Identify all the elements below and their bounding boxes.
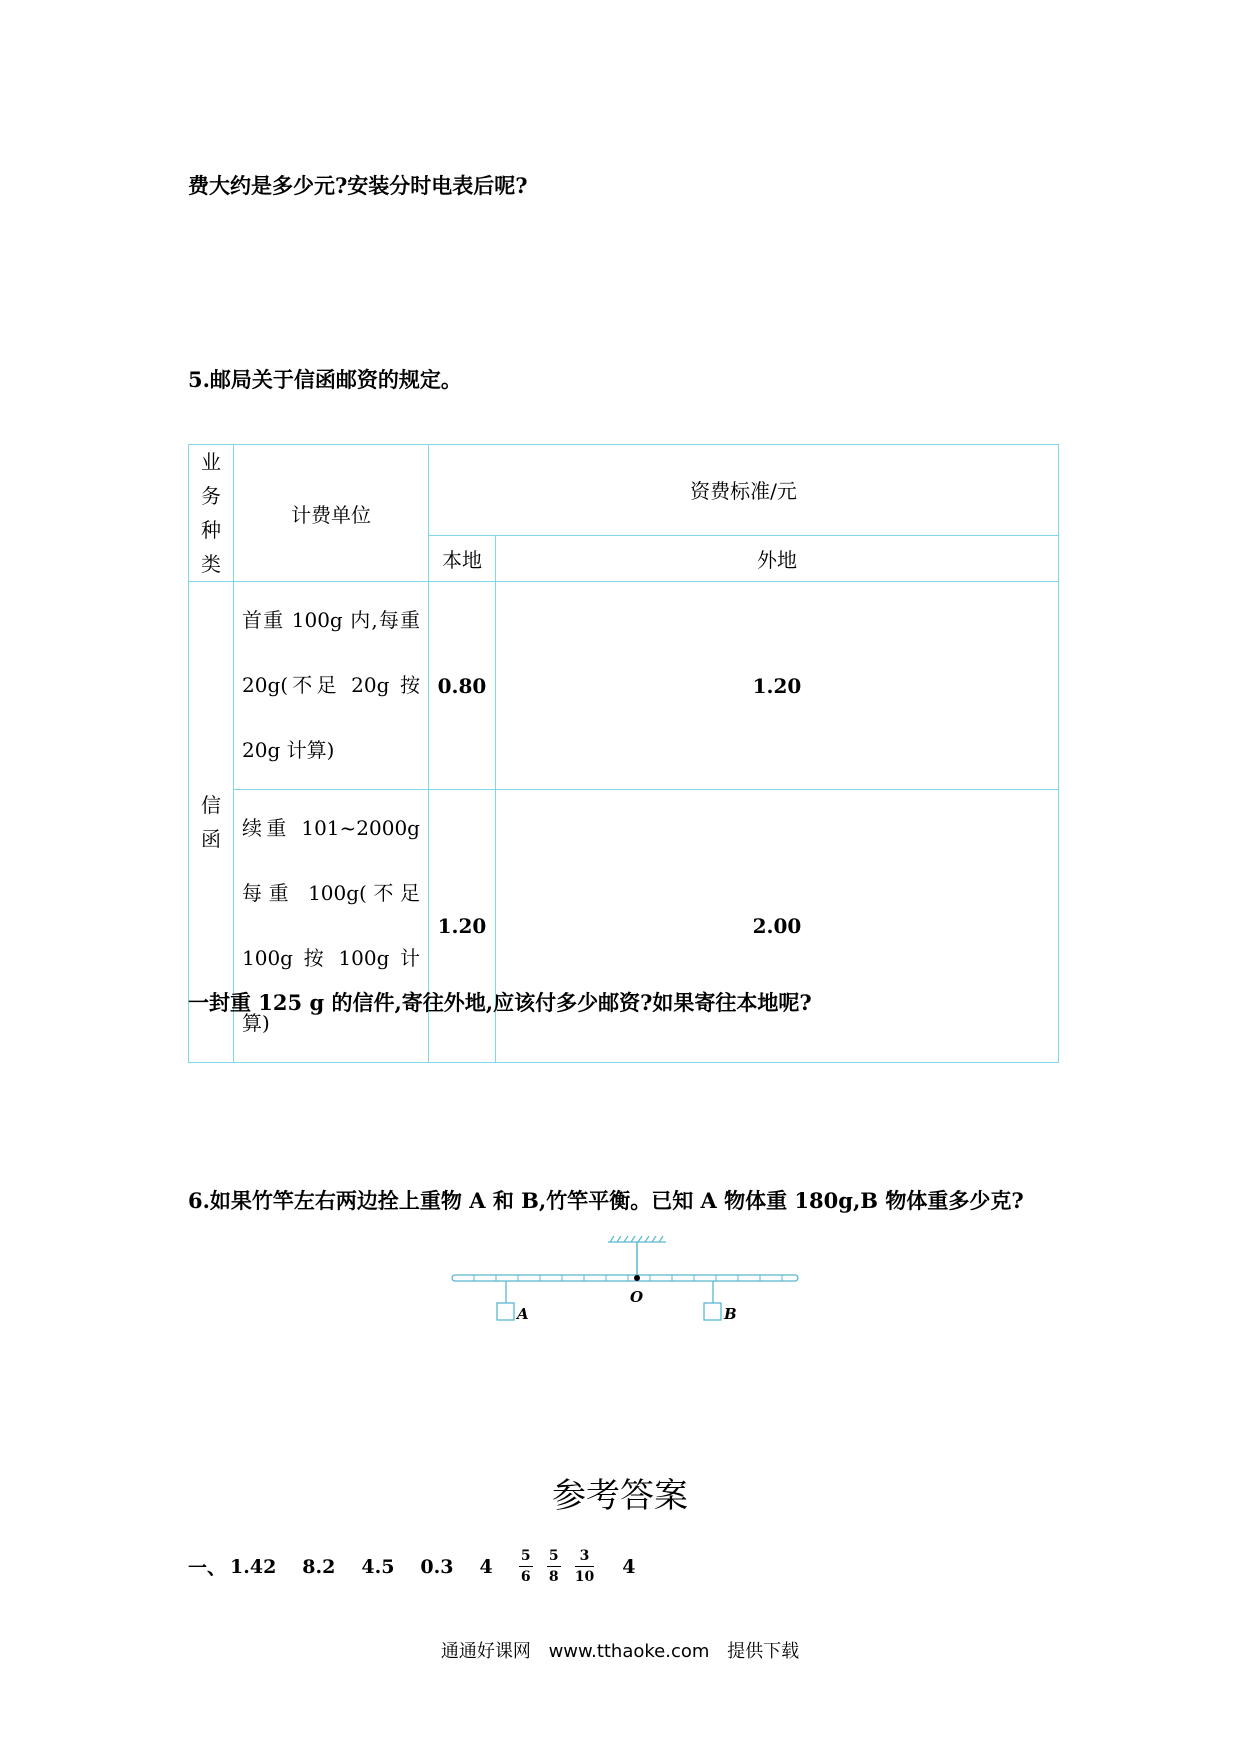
label-b: B <box>724 1305 737 1323</box>
header-standard: 资费标准/元 <box>429 445 1059 536</box>
row-2-remote: 2.00 <box>496 790 1059 1063</box>
label-a: A <box>517 1305 529 1323</box>
category-cell: 信函 <box>189 582 234 1063</box>
row-2-unit: 续重 101~2000g每重 100g(不足100g 按 100g 计算) <box>234 790 429 1063</box>
answer-value: 4 <box>622 1555 636 1578</box>
answer-value: 8.2 <box>302 1555 336 1578</box>
answer-prefix: 一、 <box>188 1557 227 1579</box>
row-1-unit: 首重 100g 内,每重20g(不足 20g 按20g 计算) <box>234 582 429 790</box>
row-2-local: 1.20 <box>429 790 496 1063</box>
footer-suffix: 提供下载 <box>727 1641 800 1662</box>
footer-site-name: 通通好课网 <box>440 1641 531 1662</box>
fraction-numerator: 5 <box>548 1548 559 1564</box>
label-o: O <box>630 1288 644 1306</box>
pivot-point <box>634 1275 640 1281</box>
weight-b <box>704 1303 721 1320</box>
fraction-numerator: 5 <box>520 1548 531 1564</box>
question-6-title: 6.如果竹竿左右两边拴上重物 A 和 B,竹竿平衡。已知 A 物体重 180g,B 物体重多少克? <box>188 1188 1024 1213</box>
header-remote: 外地 <box>496 535 1059 581</box>
answer-fraction <box>547 1548 561 1585</box>
fraction-denominator: 8 <box>548 1569 559 1585</box>
footer-url[interactable]: www.tthaoke.com <box>548 1641 710 1662</box>
answer-value: 4.5 <box>361 1555 395 1578</box>
postage-table <box>188 444 1059 1063</box>
row-1-remote: 1.20 <box>496 582 1059 790</box>
ceiling-hatch <box>608 1236 666 1242</box>
fraction-numerator: 3 <box>579 1548 590 1564</box>
header-local: 本地 <box>429 535 496 581</box>
row-1-local: 0.80 <box>429 582 496 790</box>
question-4-tail: 费大约是多少元?安装分时电表后呢? <box>188 173 528 198</box>
answer-value: 0.3 <box>420 1555 454 1578</box>
answers-title: 参考答案 <box>552 1476 688 1516</box>
header-category: 业务种类 <box>189 445 234 582</box>
answer-fraction <box>575 1548 594 1585</box>
answer-value: 4 <box>479 1555 493 1578</box>
header-unit: 计费单位 <box>234 445 429 582</box>
question-5-ask: 一封重 125 g 的信件,寄往外地,应该付多少邮资?如果寄往本地呢? <box>188 990 812 1015</box>
question-5-title: 5.邮局关于信函邮资的规定。 <box>188 367 462 392</box>
lever-diagram <box>440 1230 810 1330</box>
fraction-denominator: 6 <box>520 1569 531 1585</box>
answer-line-1 <box>188 1548 661 1585</box>
fraction-denominator: 10 <box>574 1569 595 1585</box>
bamboo-pole <box>452 1275 798 1281</box>
page-footer <box>0 1637 1240 1663</box>
answer-value: 1.42 <box>230 1555 277 1578</box>
answer-fraction <box>519 1548 533 1585</box>
weight-a <box>497 1303 514 1320</box>
